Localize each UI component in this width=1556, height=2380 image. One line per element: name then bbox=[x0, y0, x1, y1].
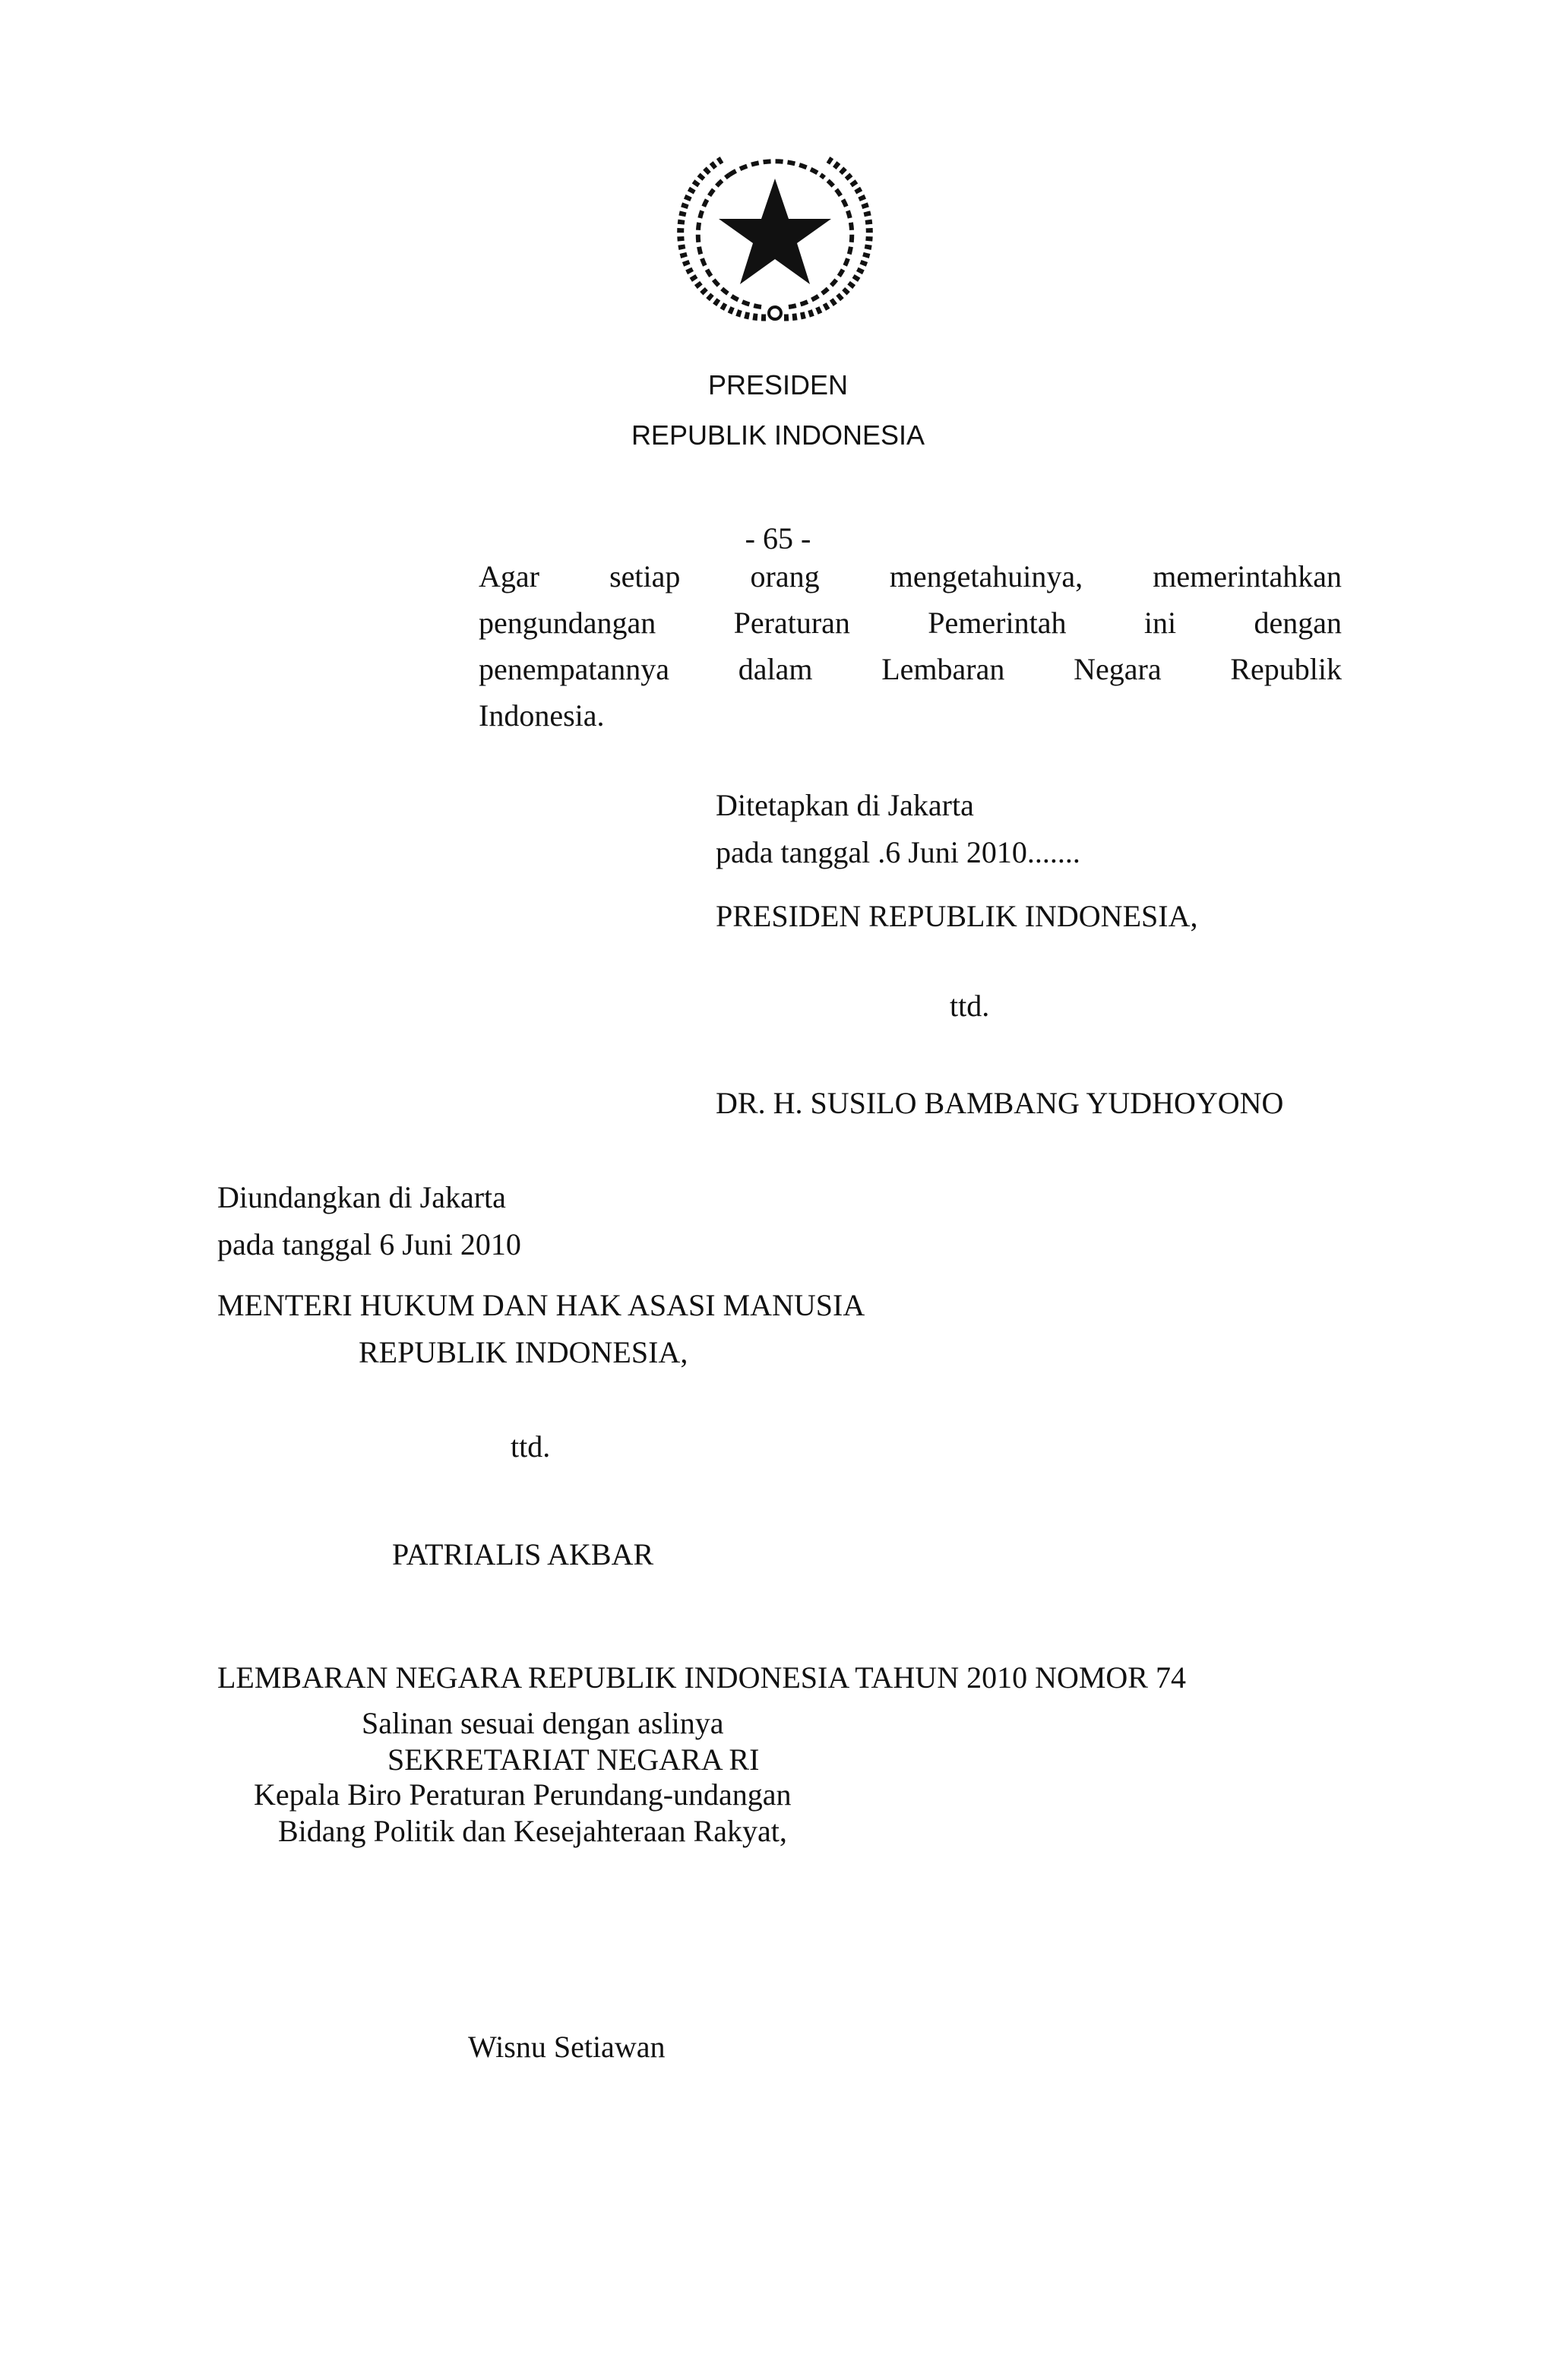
emblem-icon bbox=[676, 137, 874, 334]
paragraph-line: Indonesia. bbox=[479, 698, 605, 733]
enactment-signed: ttd. bbox=[950, 989, 990, 1023]
page-number: - 65 - bbox=[745, 521, 811, 555]
certification-line: Salinan sesuai dengan aslinya bbox=[362, 1706, 724, 1740]
minister-title: MENTERI HUKUM DAN HAK ASASI MANUSIA bbox=[217, 1288, 865, 1322]
certification-line: Bidang Politik dan Kesejahteraan Rakyat, bbox=[278, 1814, 787, 1848]
certification-line: SEKRETARIAT NEGARA RI bbox=[387, 1742, 760, 1777]
certifier-name: Wisnu Setiawan bbox=[468, 2030, 666, 2064]
minister-signed: ttd. bbox=[511, 1429, 551, 1464]
header-republic: REPUBLIK INDONESIA bbox=[631, 419, 925, 451]
minister-name: PATRIALIS AKBAR bbox=[392, 1537, 654, 1571]
enactment-title: PRESIDEN REPUBLIK INDONESIA, bbox=[716, 899, 1198, 933]
enactment-place: Ditetapkan di Jakarta bbox=[716, 788, 974, 822]
promulgation-paragraph bbox=[479, 553, 1342, 739]
promulgation-place: Diundangkan di Jakarta bbox=[217, 1180, 506, 1214]
enactment-date: pada tanggal .6 Juni 2010....... bbox=[716, 835, 1080, 869]
certification-line: Kepala Biro Peraturan Perundang-undangan bbox=[254, 1777, 792, 1812]
promulgation-date: pada tanggal 6 Juni 2010 bbox=[217, 1227, 521, 1261]
gazette-reference: LEMBARAN NEGARA REPUBLIK INDONESIA TAHUN 2010 NOMOR 74 bbox=[217, 1660, 1186, 1695]
paragraph-line: Agar setiap orang mengetahuinya, memerintahkan bbox=[479, 559, 1342, 593]
minister-title-2: REPUBLIK INDONESIA, bbox=[359, 1335, 688, 1369]
header-president: PRESIDEN bbox=[707, 369, 849, 400]
paragraph-line: pengundangan Peraturan Pemerintah ini dengan bbox=[479, 606, 1342, 640]
enactment-name: DR. H. SUSILO BAMBANG YUDHOYONO bbox=[716, 1086, 1284, 1120]
paragraph-line: penempatannya dalam Lembaran Negara Republik bbox=[479, 652, 1342, 686]
